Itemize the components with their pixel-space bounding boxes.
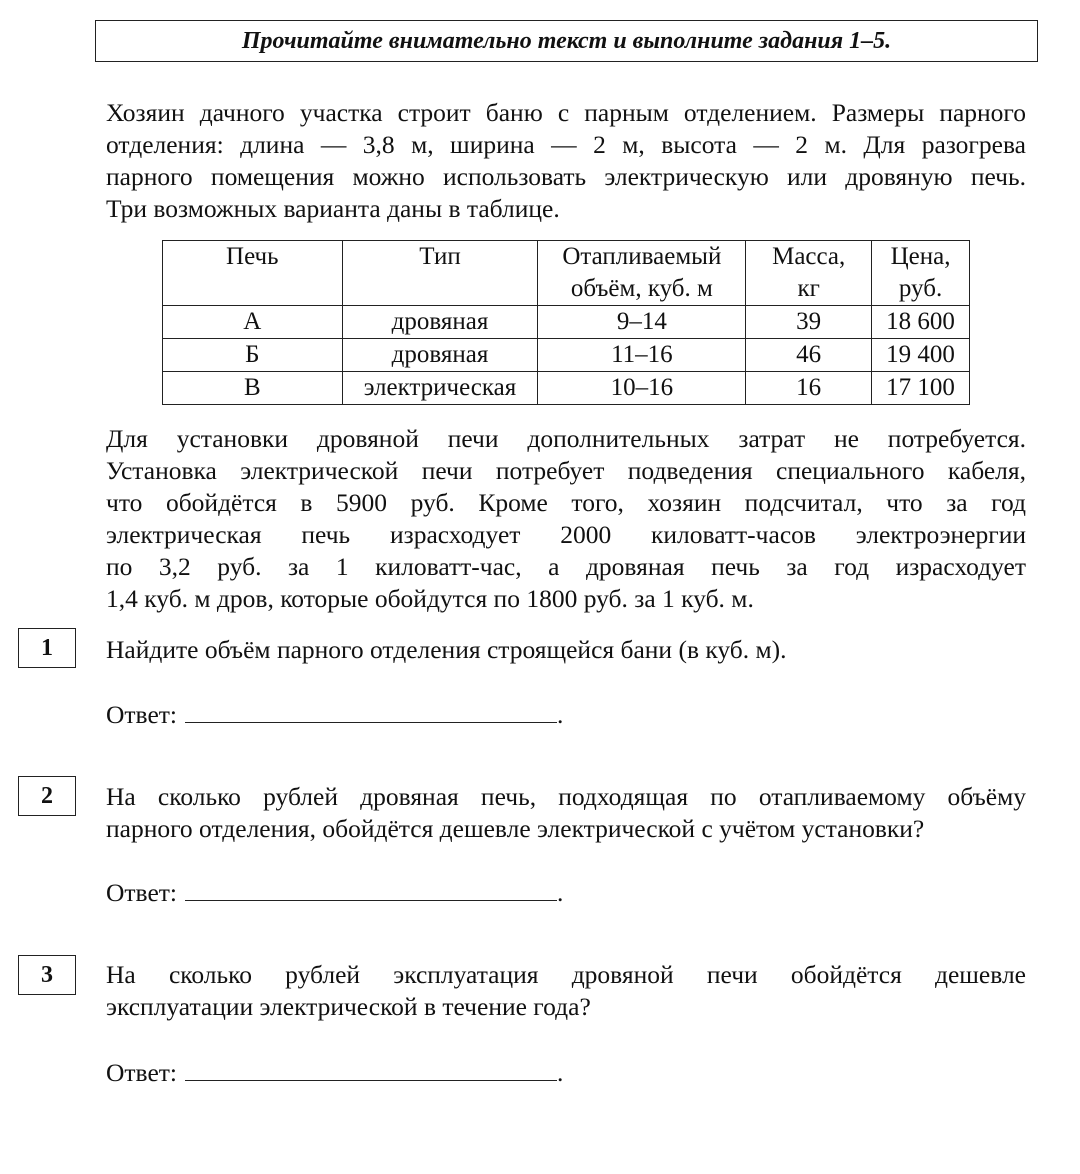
cell: 10–16	[538, 372, 746, 405]
header-volume: Отапливаемый объём, куб. м	[538, 241, 746, 306]
answer-2	[106, 877, 563, 909]
header-mass: Масса, кг	[746, 241, 872, 306]
cell: 9–14	[538, 306, 746, 339]
cell: дровяная	[342, 339, 538, 372]
text-line: что обойдётся в 5900 руб. Кроме того, хозяин подсчитал, что за год	[106, 488, 1026, 517]
details-paragraph	[106, 423, 1026, 615]
answer-period: .	[557, 700, 564, 729]
answer-2-field[interactable]	[185, 878, 557, 901]
header-price: Цена, руб.	[872, 241, 970, 306]
text-line: парного отделения, обойдётся дешевле электрической с учётом установки?	[106, 814, 925, 843]
table-row	[163, 306, 970, 339]
question-number-3: 3	[18, 955, 76, 995]
stoves-table	[162, 240, 970, 405]
cell: Б	[163, 339, 343, 372]
header-stove: Печь	[163, 241, 343, 306]
answer-label: Ответ:	[106, 700, 177, 729]
answer-1	[106, 699, 563, 731]
text-line: На сколько рублей дровяная печь, подходящая по отапливаемому объёму	[106, 782, 1026, 811]
header-type: Тип	[342, 241, 538, 306]
text-line: Хозяин дачного участка строит баню с парным отделением. Размеры парного	[106, 98, 1026, 127]
question-3-text	[106, 959, 1026, 1023]
cell: 16	[746, 372, 872, 405]
text-line: эксплуатации электрической в течение года?	[106, 992, 591, 1021]
answer-label: Ответ:	[106, 878, 177, 907]
text-line: Найдите объём парного отделения строящейся бани (в куб. м).	[106, 635, 787, 664]
text-line: Установка электрической печи потребует подведения специального кабеля,	[106, 456, 1026, 485]
text-line: электрическая печь израсходует 2000 киловатт-часов электроэнергии	[106, 520, 1026, 549]
cell: В	[163, 372, 343, 405]
text-line: отделения: длина — 3,8 м, ширина — 2 м, высота — 2 м. Для разогрева	[106, 130, 1026, 159]
cell: 39	[746, 306, 872, 339]
cell: дровяная	[342, 306, 538, 339]
question-number-2: 2	[18, 776, 76, 816]
question-2-text	[106, 781, 1026, 845]
table-row	[163, 339, 970, 372]
answer-3-field[interactable]	[185, 1058, 557, 1081]
cell: 18 600	[872, 306, 970, 339]
cell: 17 100	[872, 372, 970, 405]
text-line: по 3,2 руб. за 1 киловатт-час, а дровяная печь за год израсходует	[106, 552, 1026, 581]
table-row	[163, 372, 970, 405]
cell: электрическая	[342, 372, 538, 405]
text-line: Для установки дровяной печи дополнительных затрат не потребуется.	[106, 424, 1026, 453]
question-1-text	[106, 634, 1026, 666]
cell: 11–16	[538, 339, 746, 372]
text-line: 1,4 куб. м дров, которые обойдутся по 1800 руб. за 1 куб. м.	[106, 584, 754, 613]
cell: 19 400	[872, 339, 970, 372]
intro-paragraph	[106, 97, 1026, 225]
question-number-1: 1	[18, 628, 76, 668]
cell: А	[163, 306, 343, 339]
answer-1-field[interactable]	[185, 700, 557, 723]
table-header-row	[163, 241, 970, 306]
answer-3	[106, 1057, 563, 1089]
text-line: Три возможных варианта даны в таблице.	[106, 194, 560, 223]
instructions-title: Прочитайте внимательно текст и выполните задания 1–5.	[95, 20, 1038, 62]
answer-period: .	[557, 1058, 564, 1087]
answer-label: Ответ:	[106, 1058, 177, 1087]
text-line: парного помещения можно использовать электрическую или дровяную печь.	[106, 162, 1026, 191]
text-line: На сколько рублей эксплуатация дровяной печи обойдётся дешевле	[106, 960, 1026, 989]
answer-period: .	[557, 878, 564, 907]
cell: 46	[746, 339, 872, 372]
